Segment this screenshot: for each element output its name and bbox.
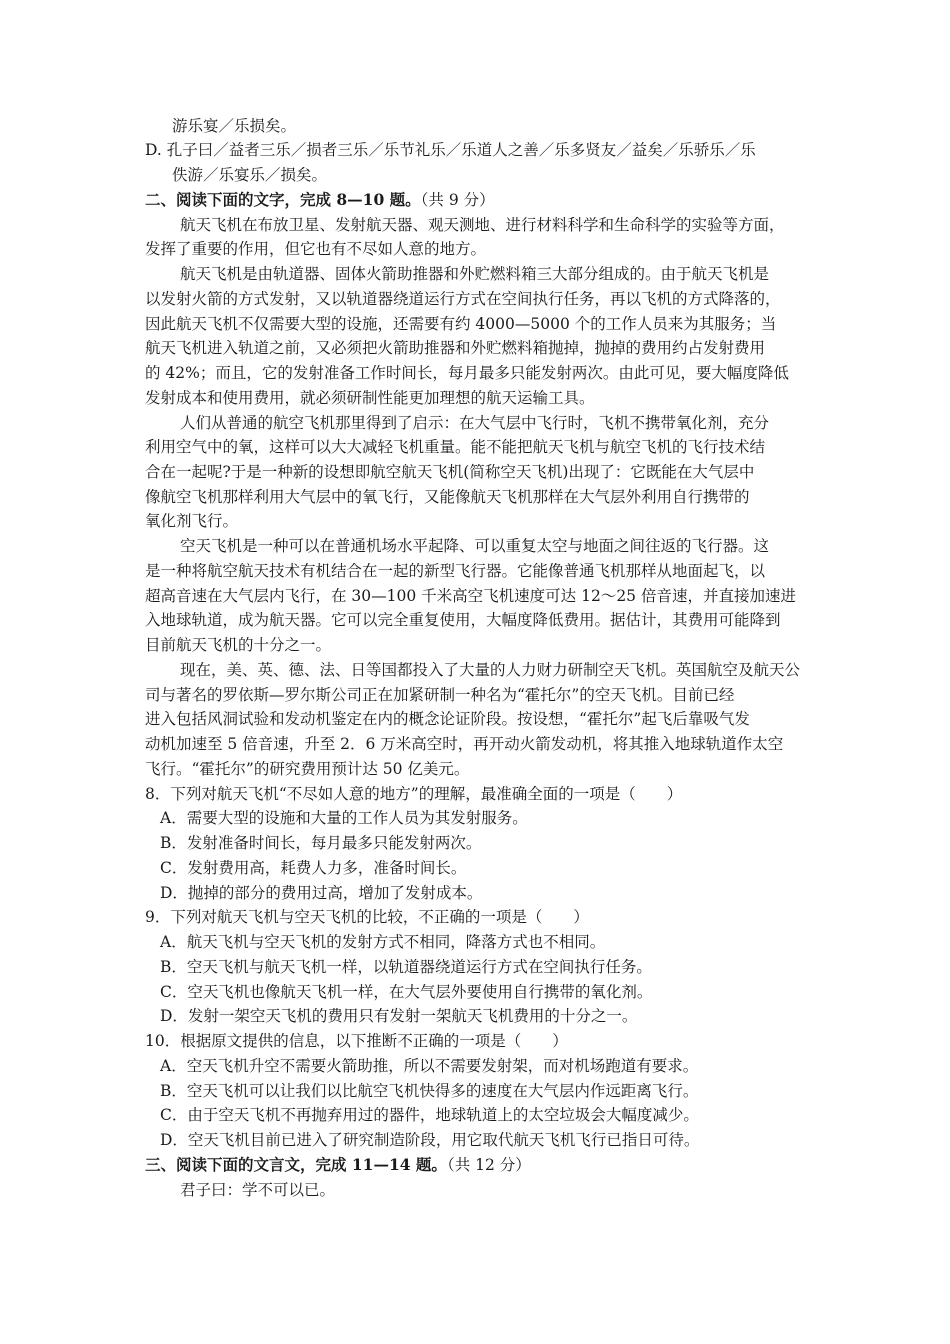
line-text: 人们从普通的航空飞机那里得到了启示：在大气层中飞行时，飞机不携带氧化剂，充分 <box>180 414 770 432</box>
text-line-l39 <box>160 1055 698 1077</box>
text-line-l38 <box>145 1030 568 1052</box>
line-text: 发射成本和使用费用，就必须研制性能更加理想的航天运输工具。 <box>145 389 595 407</box>
line-text: 动机加速至 5 倍音速，升至 2．6 万米高空时，再开动火箭发动机，将其推入地球轨道作太空 <box>145 735 784 753</box>
text-line-l34 <box>160 931 605 953</box>
text-line-l01 <box>172 115 296 137</box>
line-text: D．抛掉的部分的费用过高，增加了发射成本。 <box>160 884 483 902</box>
text-line-l32 <box>160 882 482 904</box>
text-line-l16 <box>145 486 750 508</box>
text-line-l02 <box>145 139 756 161</box>
line-text: 入地球轨道，成为航天器。它可以完全重复使用，大幅度降低费用。据估计，其费用可能降到 <box>145 611 781 629</box>
text-line-l33 <box>145 906 589 928</box>
section-heading-l04 <box>145 189 495 211</box>
line-text: 超高音速在大气层内飞行，在 30—100 千米高空飞机速度可达 12～25 倍音速，并直接加速进 <box>145 587 796 605</box>
text-line-l13 <box>180 412 769 434</box>
line-text: 氧化剂飞行。 <box>145 512 239 530</box>
line-text: 三、阅读下面的文言文，完成 11—14 题。 <box>145 1155 447 1174</box>
line-text: C．发射费用高，耗费人力多，准备时间长。 <box>160 859 467 877</box>
line-text: 佚游／乐宴乐／损矣。 <box>172 166 328 184</box>
text-line-l28 <box>145 783 682 805</box>
text-line-l15 <box>145 461 754 483</box>
line-text: 8．下列对航天飞机“不尽如人意的地方”的理解，最准确全面的一项是（ ） <box>145 785 683 803</box>
text-line-l07 <box>180 263 769 285</box>
line-text: 航天飞机进入轨道之前，又必须把火箭助推器和外贮燃料箱抛掉，抛掉的费用约占发射费用 <box>145 339 766 357</box>
text-line-l26 <box>145 733 783 755</box>
line-text: B．发射准备时间长，每月最多只能发射两次。 <box>160 834 482 852</box>
line-text: 进入包括风洞试验和发动机鉴定在内的概念论证阶段。按设想，“霍托尔”起飞后靠吸气发 <box>145 710 750 728</box>
line-text: 发挥了重要的作用，但它也有不尽如人意的地方。 <box>145 240 487 258</box>
text-line-l29 <box>160 807 528 829</box>
line-text: 利用空气中的氧，这样可以大大减轻飞机重量。能不能把航天飞机与航空飞机的飞行技术结 <box>145 438 766 456</box>
text-line-l27 <box>145 758 469 780</box>
text-line-l09 <box>145 313 776 335</box>
line-text: 因此航天飞机不仅需要大型的设施，还需要有约 4000—5000 个的工作人员来为其服务；当 <box>145 315 777 333</box>
text-line-l11 <box>145 362 789 384</box>
text-line-l21 <box>145 609 781 631</box>
line-text: C．由于空天飞机不再抛弃用过的器件，地球轨道上的太空垃圾会大幅度减少。 <box>160 1106 699 1124</box>
line-text: 君子曰：学不可以已。 <box>180 1181 336 1199</box>
line-text: 10．根据原文提供的信息，以下推断不正确的一项是（ ） <box>145 1032 568 1050</box>
line-text: 二、阅读下面的文字，完成 8—10 题。 <box>145 190 421 209</box>
line-text: 现在，美、英、德、法、日等国都投入了大量的人力财力研制空天飞机。英国航空及航天公 <box>180 661 801 679</box>
line-text: 像航空飞机那样利用大气层中的氧飞行，又能像航天飞机那样在大气层外利用自行携带的 <box>145 488 750 506</box>
line-text: 是一种将航空航天技术有机结合在一起的新型飞行器。它能像普通飞机那样从地面起飞，以 <box>145 562 766 580</box>
text-line-l30 <box>160 832 481 854</box>
text-line-l14 <box>145 436 765 458</box>
text-line-l37 <box>160 1005 637 1027</box>
line-text: 航天飞机在布放卫星、发射航天器、观天测地、进行材料科学和生命科学的实验等方面， <box>180 216 785 234</box>
line-text: C．空天飞机也像航天飞机一样，在大气层外要使用自行携带的氧化剂。 <box>160 983 653 1001</box>
line-text: A．需要大型的设施和大量的工作人员为其发射服务。 <box>160 809 528 827</box>
line-text: A．航天飞机与空天飞机的发射方式不相同，降落方式也不相同。 <box>160 933 606 951</box>
line-text: 游乐宴／乐损矣。 <box>172 117 297 135</box>
line-text: 合在一起呢?于是一种新的设想即航空航天飞机(简称空天飞机)出现了：它既能在大气层中 <box>145 463 755 481</box>
text-line-l10 <box>145 337 765 359</box>
text-line-l20 <box>145 585 796 607</box>
line-text: 飞行。“霍托尔”的研究费用预计达 50 亿美元。 <box>145 760 470 778</box>
text-line-l06 <box>145 238 486 260</box>
text-line-l23 <box>180 659 800 681</box>
points-note: （共 9 分） <box>420 191 495 209</box>
line-text: 空天飞机是一种可以在普通机场水平起降、可以重复太空与地面之间往返的飞行器。这 <box>180 537 770 555</box>
text-line-l12 <box>145 387 595 409</box>
text-line-l44 <box>180 1179 335 1201</box>
text-line-l36 <box>160 981 652 1003</box>
text-line-l31 <box>160 857 466 879</box>
text-line-l08 <box>145 288 781 310</box>
line-text: 司与著名的罗依斯—罗尔斯公司正在加紧研制一种名为“霍托尔”的空天飞机。目前已经 <box>145 686 735 704</box>
line-text: 航天飞机是由轨道器、固体火箭助推器和外贮燃料箱三大部分组成的。由于航天飞机是 <box>180 265 770 283</box>
text-line-l35 <box>160 956 652 978</box>
line-text: D．空天飞机目前已进入了研究制造阶段，用它取代航天飞机飞行已指日可待。 <box>160 1131 700 1149</box>
line-text: D. 孔子曰／益者三乐／损者三乐／乐节礼乐／乐道人之善／乐多贤友／益矣／乐骄乐／乐 <box>145 141 756 159</box>
points-note: （共 12 分） <box>446 1156 531 1174</box>
text-line-l03 <box>172 164 327 186</box>
line-text: A．空天飞机升空不需要火箭助推，所以不需要发射架，而对机场跑道有要求。 <box>160 1057 699 1075</box>
section-heading-l43 <box>145 1154 531 1176</box>
text-line-l42 <box>160 1129 699 1151</box>
line-text: 目前航天飞机的十分之一。 <box>145 636 332 654</box>
text-line-l22 <box>145 634 331 656</box>
line-text: 的 42%；而且，它的发射准备工作时间长，每月最多只能发射两次。由此可见，要大幅度降低 <box>145 364 789 382</box>
line-text: 9．下列对航天飞机与空天飞机的比较，不正确的一项是（ ） <box>145 908 589 926</box>
text-line-l19 <box>145 560 765 582</box>
text-line-l25 <box>145 708 750 730</box>
text-line-l05 <box>180 214 785 236</box>
text-line-l40 <box>160 1080 698 1102</box>
text-line-l41 <box>160 1104 699 1126</box>
text-line-l18 <box>180 535 769 557</box>
text-line-l24 <box>145 684 734 706</box>
line-text: D．发射一架空天飞机的费用只有发射一架航天飞机费用的十分之一。 <box>160 1007 638 1025</box>
line-text: B．空天飞机与航天飞机一样，以轨道器绕道运行方式在空间执行任务。 <box>160 958 652 976</box>
text-line-l17 <box>145 510 238 532</box>
line-text: B．空天飞机可以让我们以比航空飞机快得多的速度在大气层内作远距离飞行。 <box>160 1082 699 1100</box>
line-text: 以发射火箭的方式发射，又以轨道器绕道运行方式在空间执行任务，再以飞机的方式降落的， <box>145 290 781 308</box>
